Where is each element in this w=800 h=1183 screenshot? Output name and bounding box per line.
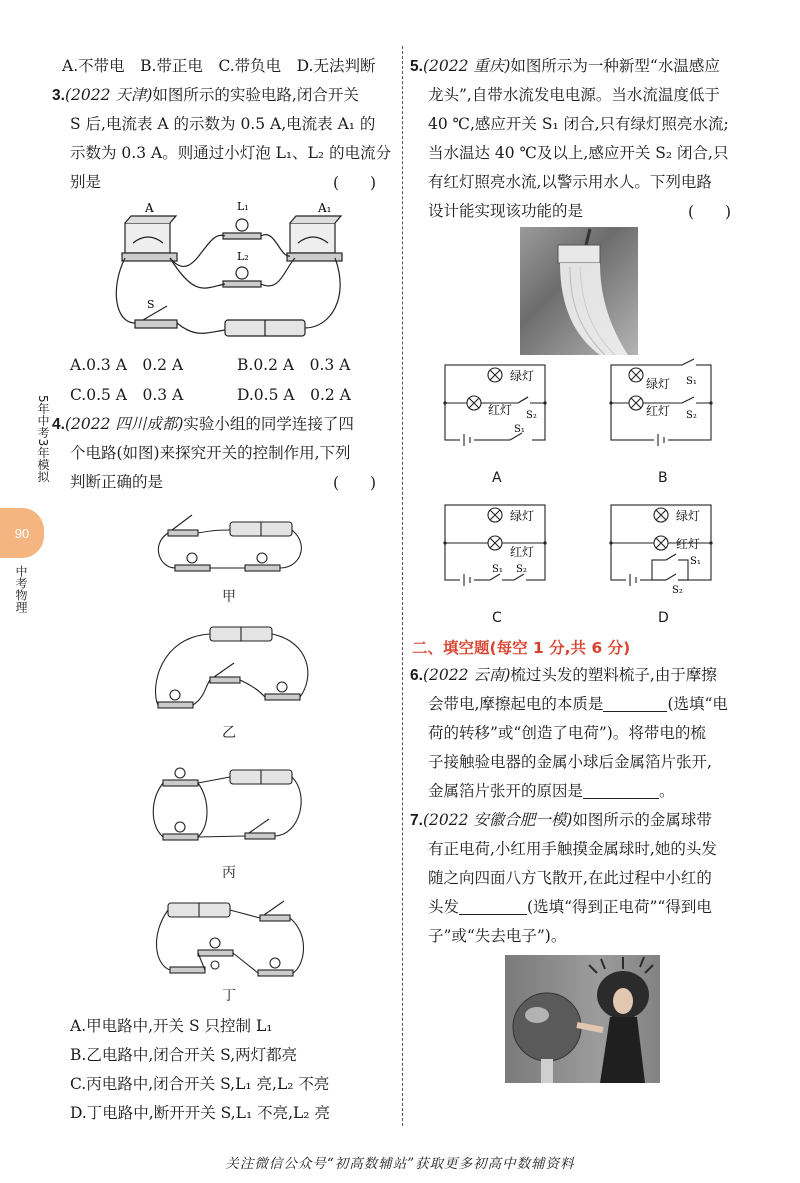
q6-source: (2022 云南) bbox=[422, 666, 511, 684]
q7-line-2: 有正电荷,小红用手触摸金属球时,她的头发 bbox=[428, 840, 717, 858]
q4-caption-jia: 甲 bbox=[222, 589, 236, 605]
q3-line-2: S 后,电流表 A 的示数为 0.5 A,电流表 A₁ 的 bbox=[70, 115, 376, 133]
q5b-green-label: 绿灯 bbox=[646, 377, 671, 391]
fig-label-s: S bbox=[147, 298, 155, 311]
q7-line-1: 7.(2022 安徽合肥一模)如图所示的金属球带 bbox=[410, 811, 712, 829]
q4-circuit-yi bbox=[150, 617, 310, 717]
page-number: 90 bbox=[14, 525, 30, 541]
q7-number: 7. bbox=[410, 812, 423, 829]
q4-circuit-jia bbox=[150, 500, 310, 580]
q3-line-4: 别是 bbox=[70, 173, 102, 191]
q6-line-5: 金属箔片张开的原因是 。 bbox=[428, 782, 675, 800]
footer-note: 关注微信公众号“初高数辅站”获取更多初高中数辅资料 bbox=[225, 1156, 575, 1172]
q5c-green-label: 绿灯 bbox=[510, 509, 535, 523]
q5-number: 5. bbox=[410, 58, 423, 75]
q4-option-b: B.乙电路中,闭合开关 S,两灯都亮 bbox=[70, 1046, 298, 1064]
q4-caption-ding: 丁 bbox=[222, 988, 236, 1004]
q5d-s2-label: S₂ bbox=[672, 585, 683, 596]
fig-label-a: A bbox=[145, 201, 154, 215]
q6-line-4: 子接触验电器的金属小球后金属箔片张开, bbox=[428, 753, 712, 771]
q5-circuit-a bbox=[440, 360, 550, 445]
q3-line-3: 示数为 0.3 A。则通过小灯泡 L₁、L₂ 的电流分 bbox=[70, 144, 392, 162]
q4-line-2: 个电路(如图)来探究开关的控制作用,下列 bbox=[70, 444, 351, 462]
q3-option-b: B.0.2 A 0.3 A bbox=[237, 356, 351, 374]
q5a-s1-label: S₁ bbox=[514, 424, 525, 435]
column-divider bbox=[402, 46, 403, 1126]
q7-blank-1[interactable] bbox=[459, 896, 527, 915]
metal-ball-photo bbox=[505, 955, 660, 1083]
q5a-green-label: 绿灯 bbox=[510, 369, 535, 383]
q2-options: A.不带电 B.带正电 C.带负电 D.无法判断 bbox=[62, 57, 376, 75]
q5-label-a: A bbox=[492, 470, 502, 486]
q5-line-6: 设计能实现该功能的是 bbox=[428, 202, 584, 220]
q5a-red-label: 红灯 bbox=[488, 403, 513, 417]
fig-label-a1: A₁ bbox=[318, 201, 332, 215]
q5-line-1: 5.(2022 重庆)如图所示为一种新型“水温感应 bbox=[410, 57, 720, 75]
q3-answer-paren: ( ) bbox=[333, 174, 377, 192]
q5-label-c: C bbox=[492, 610, 502, 626]
q6-line-3: 荷的转移”或“创造了电荷”)。将带电的梳 bbox=[428, 724, 706, 742]
q3-option-d: D.0.5 A 0.2 A bbox=[237, 386, 351, 404]
q6-number: 6. bbox=[410, 667, 423, 684]
q6-blank-2[interactable] bbox=[583, 780, 659, 799]
series-label: 5年中考3年模拟 bbox=[36, 395, 50, 483]
q5-label-d: D bbox=[658, 610, 669, 626]
q5c-s1-label: S₁ bbox=[492, 564, 503, 575]
q4-option-d: D.丁电路中,断开开关 S,L₁ 不亮,L₂ 亮 bbox=[70, 1104, 330, 1122]
q7-line-3: 随之向四面八方飞散开,在此过程中小红的 bbox=[428, 869, 712, 887]
q5-line-3: 40 ℃,感应开关 S₁ 闭合,只有绿灯照亮水流; bbox=[428, 115, 729, 133]
q4-number: 4. bbox=[52, 416, 65, 433]
q5c-s2-label: S₂ bbox=[516, 564, 527, 575]
q5-circuit-c bbox=[440, 500, 550, 585]
q4-line-1: 4.(2022 四川成都)实验小组的同学连接了四 bbox=[52, 415, 354, 433]
q5-line-4: 当水温达 40 ℃及以上,感应开关 S₂ 闭合,只 bbox=[428, 144, 729, 162]
faucet-photo bbox=[520, 227, 638, 355]
q3-number: 3. bbox=[52, 87, 65, 104]
q3-option-c: C.0.5 A 0.3 A bbox=[70, 386, 184, 404]
q7-source: (2022 安徽合肥一模) bbox=[422, 811, 573, 829]
q5-line-5: 有红灯照亮水流,以警示用水人。下列电路 bbox=[428, 173, 712, 191]
q5-answer-paren: ( ) bbox=[688, 203, 732, 221]
q5-source: (2022 重庆) bbox=[422, 57, 511, 75]
q6-line-1: 6.(2022 云南)梳过头发的塑料梳子,由于摩擦 bbox=[410, 666, 717, 684]
q6-line-2: 会带电,摩擦起电的本质是 (选填“电 bbox=[428, 695, 728, 713]
q4-circuit-bing bbox=[150, 755, 310, 855]
q5b-red-label: 红灯 bbox=[646, 404, 671, 418]
q4-answer-paren: ( ) bbox=[333, 474, 377, 492]
q4-circuit-ding bbox=[150, 895, 310, 980]
q5b-s2-label: S₂ bbox=[686, 410, 697, 421]
page-number-badge bbox=[0, 508, 44, 558]
q5d-red-label: 红灯 bbox=[676, 537, 701, 551]
q5-circuit-b bbox=[606, 360, 716, 445]
q7-line-4: 头发 (选填“得到正电荷”“得到电 bbox=[428, 898, 712, 916]
q5-label-b: B bbox=[658, 470, 668, 486]
fig-label-l1: L₁ bbox=[237, 200, 249, 213]
q5d-green-label: 绿灯 bbox=[676, 509, 701, 523]
q4-option-c: C.丙电路中,闭合开关 S,L₁ 亮,L₂ 不亮 bbox=[70, 1075, 330, 1093]
q5c-red-label: 红灯 bbox=[510, 545, 535, 559]
q5d-s1-label: S₁ bbox=[690, 556, 701, 567]
q4-source: (2022 四川成都) bbox=[64, 415, 184, 433]
q6-blank-1[interactable] bbox=[603, 693, 667, 712]
q5-line-2: 龙头”,自带水流发电电源。当水流温度低于 bbox=[428, 86, 720, 104]
subject-label: 中考物理 bbox=[14, 565, 28, 613]
q5a-s2-label: S₂ bbox=[526, 410, 537, 421]
q4-option-a: A.甲电路中,开关 S 只控制 L₁ bbox=[70, 1017, 273, 1035]
q4-line-3: 判断正确的是 bbox=[70, 473, 164, 491]
q3-line-1: 3.(2022 天津)如图所示的实验电路,闭合开关 bbox=[52, 86, 359, 104]
q5b-s1-label: S₁ bbox=[686, 376, 697, 387]
q3-source: (2022 天津) bbox=[64, 86, 153, 104]
section-fill-blank-title: 二、填空题(每空 1 分,共 6 分) bbox=[412, 639, 631, 657]
q3-option-a: A.0.3 A 0.2 A bbox=[70, 356, 184, 374]
q4-caption-bing: 丙 bbox=[222, 865, 236, 881]
fig-label-l2: L₂ bbox=[237, 250, 249, 263]
q7-line-5: 子”或“失去电子”)。 bbox=[428, 927, 567, 945]
q3-circuit-figure bbox=[105, 198, 345, 348]
q5-circuit-d bbox=[606, 500, 716, 595]
q4-caption-yi: 乙 bbox=[222, 725, 236, 741]
